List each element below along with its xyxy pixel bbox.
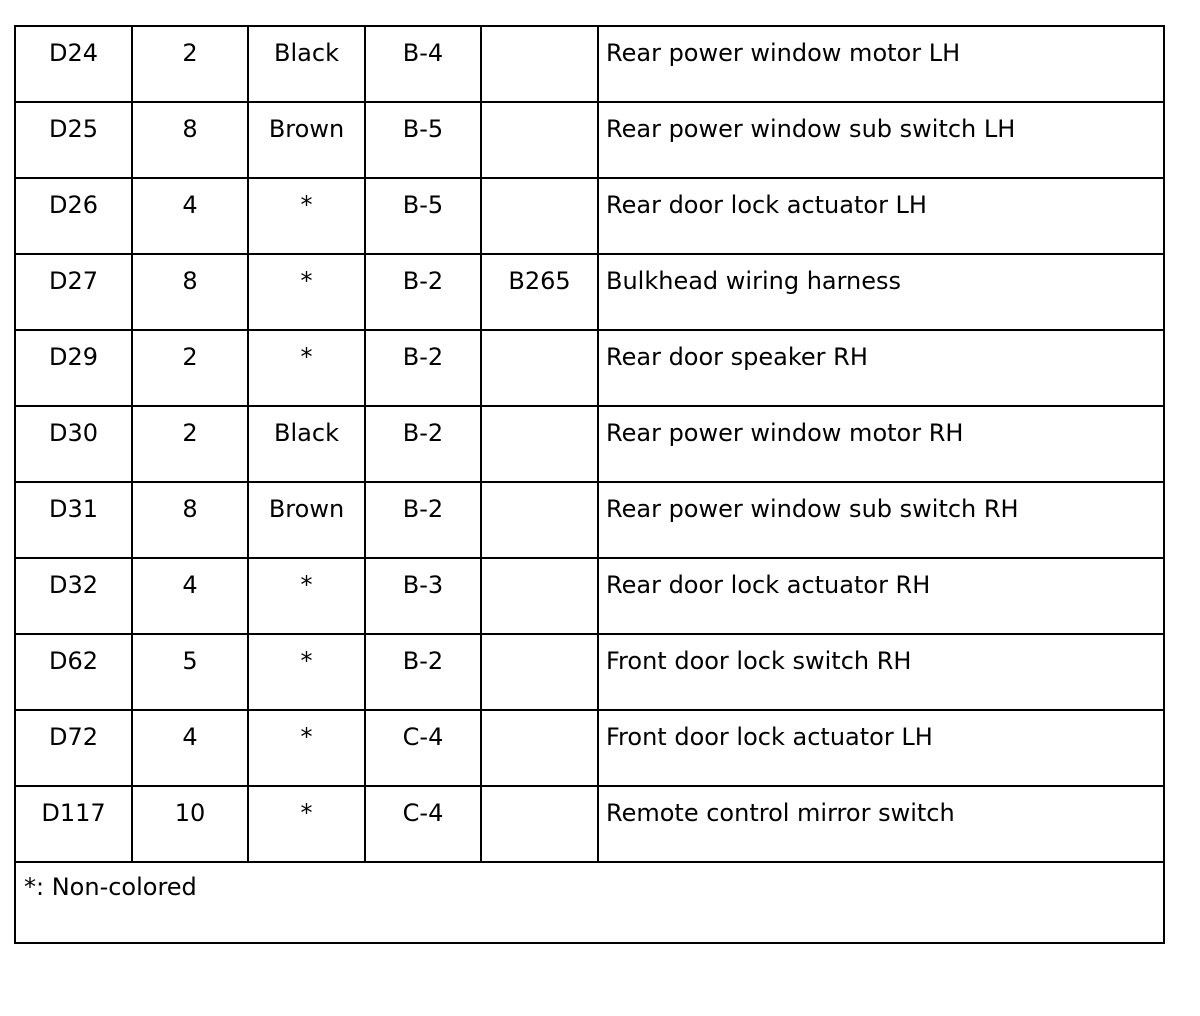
grid-location-cell-text: B-5 xyxy=(402,115,444,143)
table-row xyxy=(15,330,1164,406)
connector-code-cell xyxy=(15,558,132,634)
connector-code-cell-text: D26 xyxy=(48,191,99,219)
description-cell-text: Remote control mirror switch xyxy=(606,799,955,827)
pin-count-cell xyxy=(132,406,248,482)
connector-color-cell-text: * xyxy=(300,267,313,295)
pin-count-cell xyxy=(132,482,248,558)
mating-connector-cell-text xyxy=(482,787,597,799)
connector-color-cell-text: * xyxy=(300,799,313,827)
connector-color-cell xyxy=(248,26,365,102)
connector-code-cell xyxy=(15,786,132,862)
mating-connector-cell-text xyxy=(482,103,597,115)
mating-connector-cell xyxy=(481,634,598,710)
mating-connector-cell xyxy=(481,26,598,102)
connector-code-cell-text: D27 xyxy=(48,267,99,295)
mating-connector-cell xyxy=(481,406,598,482)
table-body xyxy=(15,26,1164,943)
description-cell xyxy=(598,102,1164,178)
pin-count-cell-text: 8 xyxy=(182,267,198,295)
description-cell-text: Front door lock switch RH xyxy=(606,647,912,675)
connector-code-cell xyxy=(15,634,132,710)
mating-connector-cell-text xyxy=(482,179,597,191)
connector-code-cell xyxy=(15,102,132,178)
description-cell-text: Rear power window motor LH xyxy=(606,39,961,67)
connector-color-cell xyxy=(248,406,365,482)
pin-count-cell xyxy=(132,558,248,634)
description-cell xyxy=(598,254,1164,330)
table-row xyxy=(15,406,1164,482)
connector-code-cell-text: D117 xyxy=(41,799,106,827)
connector-code-cell xyxy=(15,482,132,558)
connector-color-cell-text: * xyxy=(300,571,313,599)
grid-location-cell-text: B-3 xyxy=(402,571,444,599)
description-cell-text: Rear door lock actuator RH xyxy=(606,571,931,599)
pin-count-cell-text: 4 xyxy=(182,571,198,599)
grid-location-cell-text: C-4 xyxy=(402,723,444,751)
connector-color-cell-text: * xyxy=(300,723,313,751)
pin-count-cell-text: 4 xyxy=(182,723,198,751)
connector-color-cell xyxy=(248,558,365,634)
footnote-row xyxy=(15,862,1164,943)
mating-connector-cell xyxy=(481,786,598,862)
table-row xyxy=(15,178,1164,254)
description-cell-text: Rear power window sub switch LH xyxy=(606,115,1016,143)
description-cell xyxy=(598,634,1164,710)
pin-count-cell-text: 2 xyxy=(182,39,198,67)
connector-table xyxy=(14,25,1165,944)
connector-color-cell xyxy=(248,178,365,254)
mating-connector-cell xyxy=(481,710,598,786)
connector-color-cell xyxy=(248,102,365,178)
connector-color-cell-text: * xyxy=(300,647,313,675)
mating-connector-cell-text xyxy=(482,331,597,343)
footnote-text: *: Non-colored xyxy=(24,873,197,901)
description-cell xyxy=(598,710,1164,786)
connector-color-cell xyxy=(248,482,365,558)
pin-count-cell xyxy=(132,710,248,786)
pin-count-cell-text: 5 xyxy=(182,647,198,675)
description-cell-text: Rear door speaker RH xyxy=(606,343,868,371)
description-cell-text: Rear door lock actuator LH xyxy=(606,191,927,219)
pin-count-cell-text: 2 xyxy=(182,419,198,447)
grid-location-cell xyxy=(365,26,481,102)
pin-count-cell-text: 2 xyxy=(182,343,198,371)
connector-code-cell xyxy=(15,26,132,102)
grid-location-cell-text: B-4 xyxy=(402,39,444,67)
grid-location-cell-text: C-4 xyxy=(402,799,444,827)
grid-location-cell xyxy=(365,406,481,482)
table-row xyxy=(15,26,1164,102)
table-row xyxy=(15,634,1164,710)
pin-count-cell xyxy=(132,26,248,102)
mating-connector-cell-text xyxy=(482,27,597,39)
mating-connector-cell-text xyxy=(482,407,597,419)
table-row xyxy=(15,786,1164,862)
description-cell xyxy=(598,558,1164,634)
mating-connector-cell-text xyxy=(482,711,597,723)
table-row xyxy=(15,558,1164,634)
connector-code-cell-text: D24 xyxy=(48,39,99,67)
table-row xyxy=(15,710,1164,786)
pin-count-cell-text: 8 xyxy=(182,495,198,523)
connector-code-cell xyxy=(15,254,132,330)
connector-color-cell-text: * xyxy=(300,191,313,219)
description-cell-text: Rear power window sub switch RH xyxy=(606,495,1019,523)
table-row xyxy=(15,254,1164,330)
connector-color-cell-text: Brown xyxy=(268,115,345,143)
mating-connector-cell-text xyxy=(482,635,597,647)
description-cell xyxy=(598,330,1164,406)
description-cell xyxy=(598,26,1164,102)
connector-code-cell-text: D25 xyxy=(48,115,99,143)
description-cell-text: Bulkhead wiring harness xyxy=(606,267,902,295)
grid-location-cell xyxy=(365,254,481,330)
description-cell xyxy=(598,786,1164,862)
connector-code-cell-text: D62 xyxy=(48,647,99,675)
connector-code-cell xyxy=(15,178,132,254)
pin-count-cell xyxy=(132,102,248,178)
description-cell-text: Front door lock actuator LH xyxy=(606,723,933,751)
mating-connector-cell-text: B265 xyxy=(508,267,571,295)
grid-location-cell xyxy=(365,710,481,786)
connector-color-cell-text: Brown xyxy=(268,495,345,523)
pin-count-cell xyxy=(132,634,248,710)
connector-color-cell-text: Black xyxy=(274,419,339,447)
connector-color-cell xyxy=(248,710,365,786)
grid-location-cell-text: B-5 xyxy=(402,191,444,219)
connector-code-cell-text: D32 xyxy=(48,571,99,599)
grid-location-cell-text: B-2 xyxy=(402,267,444,295)
grid-location-cell xyxy=(365,786,481,862)
grid-location-cell xyxy=(365,634,481,710)
pin-count-cell xyxy=(132,178,248,254)
pin-count-cell xyxy=(132,786,248,862)
mating-connector-cell xyxy=(481,558,598,634)
grid-location-cell-text: B-2 xyxy=(402,647,444,675)
mating-connector-cell xyxy=(481,178,598,254)
table-row xyxy=(15,482,1164,558)
mating-connector-cell-text xyxy=(482,483,597,495)
connector-color-cell xyxy=(248,254,365,330)
connector-code-cell xyxy=(15,330,132,406)
mating-connector-cell xyxy=(481,482,598,558)
mating-connector-cell-text xyxy=(482,559,597,571)
connector-color-cell xyxy=(248,634,365,710)
grid-location-cell xyxy=(365,102,481,178)
mating-connector-cell xyxy=(481,102,598,178)
description-cell xyxy=(598,178,1164,254)
connector-color-cell xyxy=(248,330,365,406)
pin-count-cell xyxy=(132,254,248,330)
grid-location-cell-text: B-2 xyxy=(402,343,444,371)
mating-connector-cell xyxy=(481,254,598,330)
connector-color-cell-text: * xyxy=(300,343,313,371)
pin-count-cell xyxy=(132,330,248,406)
connector-color-cell xyxy=(248,786,365,862)
grid-location-cell-text: B-2 xyxy=(402,495,444,523)
connector-code-cell-text: D30 xyxy=(48,419,99,447)
connector-code-cell xyxy=(15,710,132,786)
grid-location-cell xyxy=(365,330,481,406)
description-cell xyxy=(598,406,1164,482)
pin-count-cell-text: 8 xyxy=(182,115,198,143)
pin-count-cell-text: 4 xyxy=(182,191,198,219)
description-cell xyxy=(598,482,1164,558)
connector-color-cell-text: Black xyxy=(274,39,339,67)
grid-location-cell xyxy=(365,558,481,634)
grid-location-cell xyxy=(365,482,481,558)
pin-count-cell-text: 10 xyxy=(174,799,206,827)
connector-code-cell-text: D31 xyxy=(48,495,99,523)
grid-location-cell-text: B-2 xyxy=(402,419,444,447)
grid-location-cell xyxy=(365,178,481,254)
table-row xyxy=(15,102,1164,178)
connector-code-cell xyxy=(15,406,132,482)
description-cell-text: Rear power window motor RH xyxy=(606,419,964,447)
connector-code-cell-text: D72 xyxy=(48,723,99,751)
footnote-cell xyxy=(15,862,1164,943)
connector-code-cell-text: D29 xyxy=(48,343,99,371)
mating-connector-cell xyxy=(481,330,598,406)
